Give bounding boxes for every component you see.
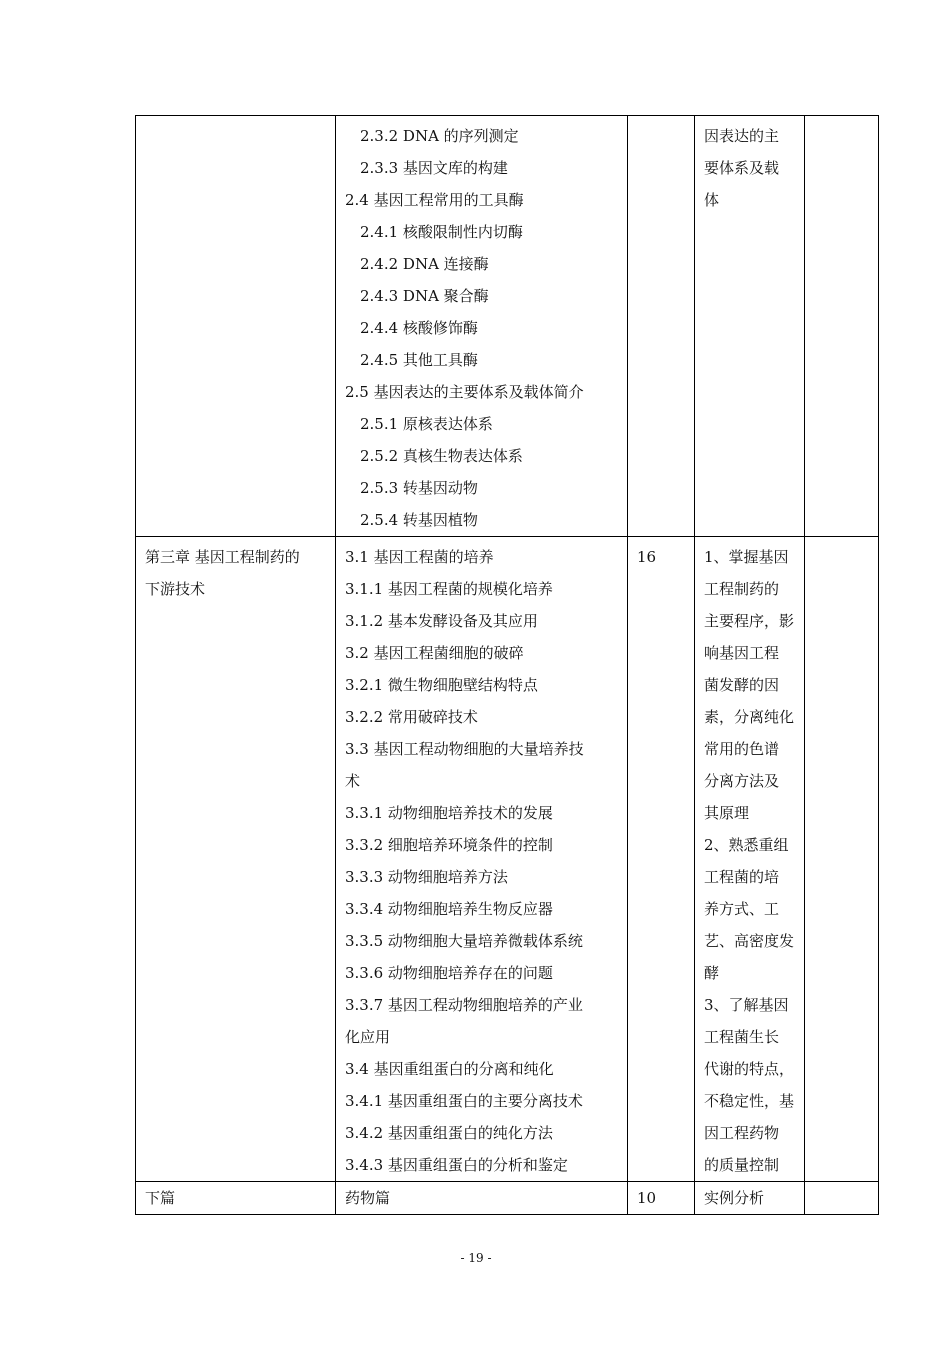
content-line: 2.5.1 原核表达体系 — [360, 415, 493, 433]
requirement-line: 菌发酵的因 — [704, 676, 780, 694]
hours-value: 10 — [637, 1189, 657, 1207]
syllabus-table-body — [136, 116, 879, 1215]
chapter-line: 第三章 基因工程制药的 — [145, 548, 300, 566]
table-row — [136, 116, 879, 537]
requirement-line: 工程菌生长 — [704, 1028, 780, 1046]
requirement-line: 因表达的主 — [704, 127, 780, 145]
syllabus-table — [135, 115, 879, 1215]
requirements-cell — [695, 1182, 805, 1215]
hours-cell — [628, 1182, 695, 1215]
requirement-line: 主要程序，影 — [704, 612, 795, 630]
content-line: 3.3 基因工程动物细胞的大量培养技 — [345, 740, 584, 758]
requirement-line: 养方式、工 — [704, 900, 780, 918]
requirement-line: 的质量控制 — [704, 1156, 780, 1174]
content-line: 2.5.3 转基因动物 — [360, 479, 478, 497]
content-line: 3.2 基因工程菌细胞的破碎 — [345, 644, 524, 662]
content-cell — [336, 1182, 628, 1215]
content-line: 2.4 基因工程常用的工具酶 — [345, 191, 524, 209]
table-row — [136, 1182, 879, 1215]
content-line: 2.5 基因表达的主要体系及载体简介 — [345, 383, 584, 401]
content-line: 3.3.6 动物细胞培养存在的问题 — [345, 964, 553, 982]
content-line: 2.4.1 核酸限制性内切酶 — [360, 223, 523, 241]
requirement-line: 不稳定性，基 — [704, 1092, 795, 1110]
requirement-line: 3、了解基因 — [704, 996, 789, 1014]
content-line: 3.3.4 动物细胞培养生物反应器 — [345, 900, 553, 918]
content-line: 3.1 基因工程菌的培养 — [345, 548, 494, 566]
chapter-line: 下篇 — [145, 1189, 176, 1207]
content-line: 2.4.4 核酸修饰酶 — [360, 319, 478, 337]
content-line: 化应用 — [345, 1028, 391, 1046]
content-line: 2.5.4 转基因植物 — [360, 511, 478, 529]
hours-cell — [628, 116, 695, 537]
requirement-line: 1、掌握基因 — [704, 548, 789, 566]
notes-cell — [805, 537, 879, 1182]
content-line: 3.3.3 动物细胞培养方法 — [345, 868, 508, 886]
requirement-line: 2、熟悉重组 — [704, 836, 789, 854]
content-line: 2.4.3 DNA 聚合酶 — [360, 287, 489, 305]
content-line: 3.3.5 动物细胞大量培养微载体系统 — [345, 932, 583, 950]
notes-cell — [805, 116, 879, 537]
content-line: 3.2.2 常用破碎技术 — [345, 708, 478, 726]
requirement-line: 酵 — [704, 964, 720, 982]
notes-cell — [805, 1182, 879, 1215]
content-line: 3.1.2 基本发酵设备及其应用 — [345, 612, 538, 630]
content-line: 术 — [345, 772, 361, 790]
content-line: 3.4.3 基因重组蛋白的分析和鉴定 — [345, 1156, 568, 1174]
content-line: 3.1.1 基因工程菌的规模化培养 — [345, 580, 553, 598]
requirement-line: 要体系及载 — [704, 159, 780, 177]
content-line: 2.4.5 其他工具酶 — [360, 351, 478, 369]
content-line: 2.3.2 DNA 的序列测定 — [360, 127, 519, 145]
content-line: 2.4.2 DNA 连接酶 — [360, 255, 489, 273]
requirement-line: 响基因工程 — [704, 644, 780, 662]
chapter-cell — [136, 537, 336, 1182]
content-line: 3.3.7 基因工程动物细胞培养的产业 — [345, 996, 583, 1014]
chapter-line: 下游技术 — [145, 580, 206, 598]
hours-value: 16 — [637, 548, 657, 566]
content-line: 2.5.2 真核生物表达体系 — [360, 447, 523, 465]
requirement-line: 代谢的特点， — [704, 1060, 795, 1078]
content-cell — [336, 537, 628, 1182]
content-cell — [336, 116, 628, 537]
content-line: 3.4 基因重组蛋白的分离和纯化 — [345, 1060, 554, 1078]
requirement-line: 其原理 — [704, 804, 750, 822]
requirement-line: 艺、高密度发 — [704, 932, 795, 950]
page-number: - 19 - — [460, 1251, 492, 1265]
requirement-line: 常用的色谱 — [704, 740, 780, 758]
requirement-line: 分离方法及 — [704, 772, 780, 790]
requirement-line: 因工程药物 — [704, 1124, 780, 1142]
table-row — [136, 537, 879, 1182]
content-line: 药物篇 — [345, 1189, 391, 1207]
hours-cell — [628, 537, 695, 1182]
content-line: 3.2.1 微生物细胞壁结构特点 — [345, 676, 538, 694]
chapter-cell — [136, 1182, 336, 1215]
chapter-cell — [136, 116, 336, 537]
requirement-line: 体 — [704, 191, 720, 209]
requirement-line: 素，分离纯化 — [704, 708, 795, 726]
requirements-cell — [695, 537, 805, 1182]
content-line: 3.4.1 基因重组蛋白的主要分离技术 — [345, 1092, 583, 1110]
requirement-line: 工程菌的培 — [704, 868, 780, 886]
requirements-cell — [695, 116, 805, 537]
content-line: 3.3.1 动物细胞培养技术的发展 — [345, 804, 553, 822]
content-line: 3.3.2 细胞培养环境条件的控制 — [345, 836, 553, 854]
requirement-line: 工程制药的 — [704, 580, 780, 598]
content-line: 2.3.3 基因文库的构建 — [360, 159, 508, 177]
content-line: 3.4.2 基因重组蛋白的纯化方法 — [345, 1124, 553, 1142]
requirement-line: 实例分析 — [704, 1189, 765, 1207]
